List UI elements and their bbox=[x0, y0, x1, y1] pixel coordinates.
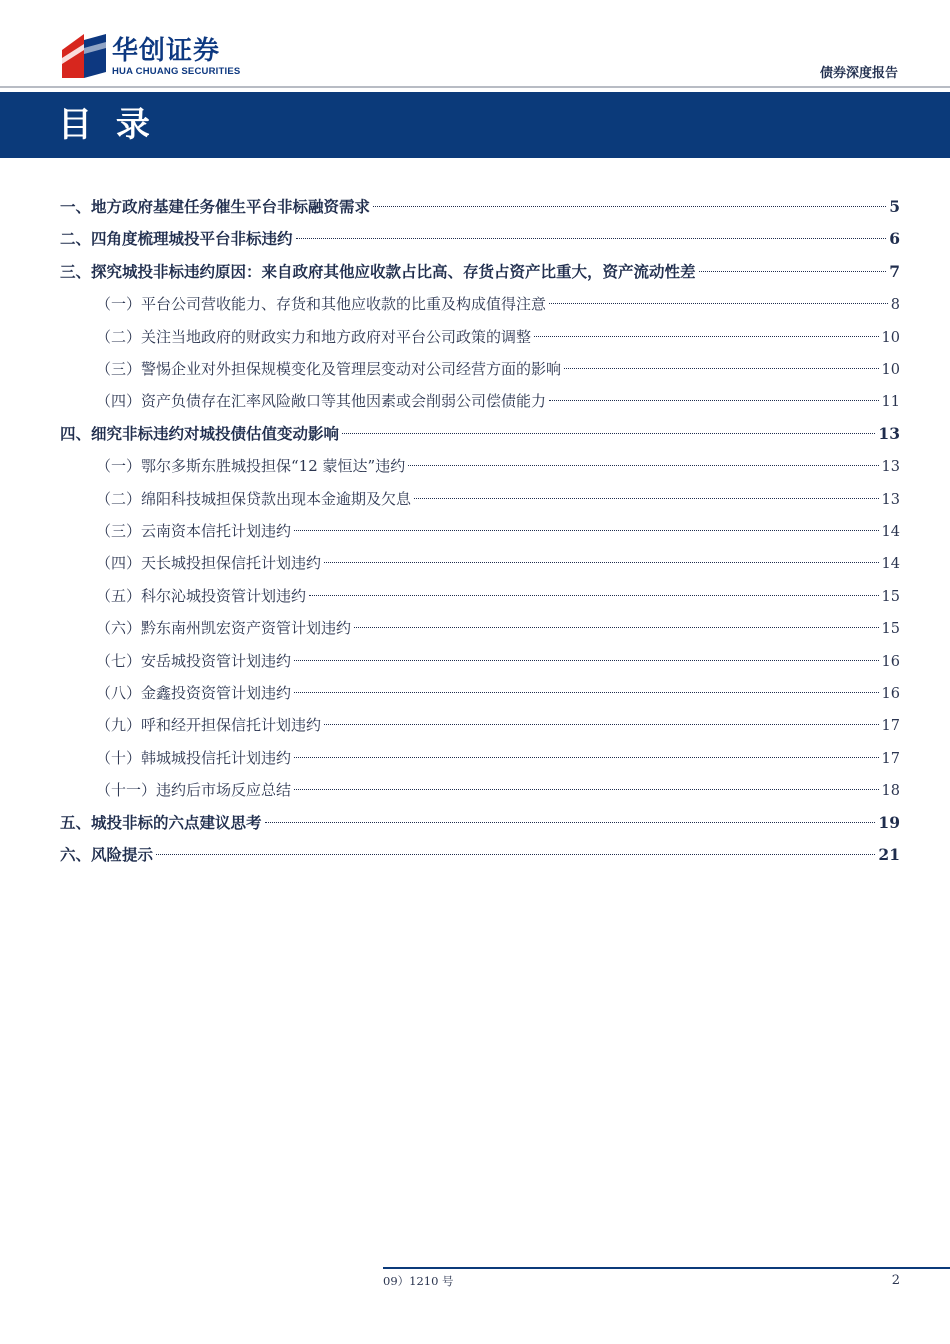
toc-entry-title: （六）黔东南州凯宏资产资管计划违约 bbox=[96, 619, 352, 638]
toc-entry-title: （三）警惕企业对外担保规模变化及管理层变动对公司经营方面的影响 bbox=[96, 360, 562, 378]
toc-entry-title: 二、四角度梳理城投平台非标违约 bbox=[60, 229, 293, 249]
toc-entry-title: （九）呼和经开担保信托计划违约 bbox=[96, 716, 322, 735]
toc-entry-title: （十一）违约后市场反应总结 bbox=[96, 781, 292, 800]
toc-leader-dots bbox=[408, 465, 878, 466]
toc-entry-title: 三、探究城投非标违约原因：来自政府其他应收款占比高、存货占资产比重大，资产流动性差 bbox=[60, 261, 696, 281]
toc-entry-page: 19 bbox=[878, 812, 900, 832]
toc-entry-page: 15 bbox=[881, 588, 900, 605]
toc-entry[interactable] bbox=[96, 779, 900, 801]
toc-entry[interactable] bbox=[96, 714, 900, 736]
toc-entry[interactable] bbox=[60, 261, 900, 283]
toc-leader-dots bbox=[564, 368, 879, 369]
toc-entry-page: 10 bbox=[881, 362, 900, 378]
page-number: 2 bbox=[891, 1273, 900, 1288]
toc-entry-title: （五）科尔沁城投资管计划违约 bbox=[96, 586, 307, 605]
toc-leader-dots bbox=[265, 822, 876, 823]
toc-entry[interactable] bbox=[96, 747, 900, 769]
toc-entry-page: 10 bbox=[881, 329, 900, 346]
toc-entry-page: 11 bbox=[881, 394, 900, 411]
toc-leader-dots bbox=[309, 595, 879, 596]
toc-leader-dots bbox=[699, 271, 887, 272]
toc-entry-page: 18 bbox=[881, 783, 900, 800]
huachuang-logo-icon bbox=[62, 34, 106, 78]
toc-entry-page: 16 bbox=[881, 653, 900, 670]
header-divider bbox=[0, 86, 950, 88]
toc-entry[interactable] bbox=[96, 358, 900, 380]
toc-entry-title: （四）天长城投担保信托计划违约 bbox=[96, 554, 322, 573]
toc-leader-dots bbox=[342, 433, 875, 434]
page-title: 目 录 bbox=[58, 105, 156, 145]
page-header bbox=[0, 0, 950, 92]
toc-leader-dots bbox=[294, 530, 879, 531]
toc-leader-dots bbox=[414, 498, 879, 499]
toc-entry-title: （三）云南资本信托计划违约 bbox=[96, 522, 292, 540]
toc-entry-title: （二）关注当地政府的财政实力和地方政府对平台公司政策的调整 bbox=[96, 327, 532, 346]
toc-entry-title: （七）安岳城投资管计划违约 bbox=[96, 651, 292, 670]
toc-entry-page: 21 bbox=[878, 845, 900, 864]
toc-entry[interactable] bbox=[60, 812, 900, 834]
toc-entry-title: 六、风险提示 bbox=[60, 845, 154, 864]
footer-license-text: 09）1210 号 bbox=[383, 1274, 454, 1288]
toc-entry-page: 17 bbox=[881, 750, 900, 767]
toc-entry-page: 17 bbox=[881, 718, 900, 735]
toc-entry-page: 14 bbox=[881, 524, 900, 540]
toc-entry[interactable] bbox=[96, 617, 900, 639]
toc-entry-page: 5 bbox=[889, 197, 900, 216]
report-type-label: 债券深度报告 bbox=[819, 66, 898, 81]
toc-entry-title: （八）金鑫投资资管计划违约 bbox=[96, 684, 292, 702]
toc-entry-title: （十）韩城城投信托计划违约 bbox=[96, 748, 292, 767]
brand-name-en: HUA CHUANG SECURITIES bbox=[112, 66, 241, 77]
toc-entry-page: 15 bbox=[881, 621, 900, 638]
toc-entry-page: 8 bbox=[890, 297, 900, 314]
toc-leader-dots bbox=[294, 660, 879, 661]
toc-leader-dots bbox=[156, 854, 875, 855]
toc-entry-page: 6 bbox=[889, 229, 900, 249]
toc-entry-title: （四）资产负债存在汇率风险敞口等其他因素或会削弱公司偿债能力 bbox=[96, 392, 547, 411]
toc-leader-dots bbox=[534, 336, 879, 337]
toc-entry-title: 五、城投非标的六点建议思考 bbox=[60, 812, 262, 832]
toc-entry-title: （一）鄂尔多斯东胜城投担保“12 蒙恒达”违约 bbox=[96, 457, 406, 476]
toc-entry[interactable] bbox=[60, 196, 900, 218]
toc-entry[interactable] bbox=[96, 390, 900, 412]
toc-entry-page: 13 bbox=[878, 423, 900, 443]
toc-entry-title: 一、地方政府基建任务催生平台非标融资需求 bbox=[60, 197, 371, 216]
toc-leader-dots bbox=[294, 692, 879, 693]
toc-entry-page: 7 bbox=[889, 261, 900, 281]
toc-leader-dots bbox=[294, 757, 879, 758]
toc-leader-dots bbox=[294, 789, 879, 790]
footer-divider bbox=[383, 1267, 950, 1269]
toc-entry-page: 14 bbox=[881, 556, 900, 573]
brand-name-cn: 华创证券 bbox=[112, 36, 221, 66]
toc-entry[interactable] bbox=[96, 455, 900, 477]
toc-entry[interactable] bbox=[96, 650, 900, 672]
toc-entry[interactable] bbox=[96, 293, 900, 315]
toc-leader-dots bbox=[354, 627, 879, 628]
toc-entry[interactable] bbox=[96, 585, 900, 607]
toc-entry[interactable] bbox=[96, 682, 900, 704]
toc-entry[interactable] bbox=[96, 326, 900, 348]
toc-entry[interactable] bbox=[96, 552, 900, 574]
toc-entry-title: （二）绵阳科技城担保贷款出现本金逾期及欠息 bbox=[96, 489, 412, 508]
toc-entry[interactable] bbox=[60, 228, 900, 250]
toc-leader-dots bbox=[324, 562, 879, 563]
toc-leader-dots bbox=[324, 724, 879, 725]
toc-entry[interactable] bbox=[96, 488, 900, 510]
toc-entry-page: 13 bbox=[881, 491, 900, 508]
toc-leader-dots bbox=[373, 206, 886, 207]
toc-entry[interactable] bbox=[60, 844, 900, 866]
toc-entry[interactable] bbox=[60, 423, 900, 445]
toc-entry-title: （一）平台公司营收能力、存货和其他应收款的比重及构成值得注意 bbox=[96, 295, 547, 314]
toc-entry-page: 13 bbox=[881, 459, 900, 476]
toc-entry-title: 四、细究非标违约对城投债估值变动影响 bbox=[60, 423, 340, 443]
toc-entry-page: 16 bbox=[881, 686, 900, 702]
toc-leader-dots bbox=[549, 400, 879, 401]
toc-entry[interactable] bbox=[96, 520, 900, 542]
toc-leader-dots bbox=[296, 238, 887, 239]
toc-leader-dots bbox=[549, 303, 888, 304]
